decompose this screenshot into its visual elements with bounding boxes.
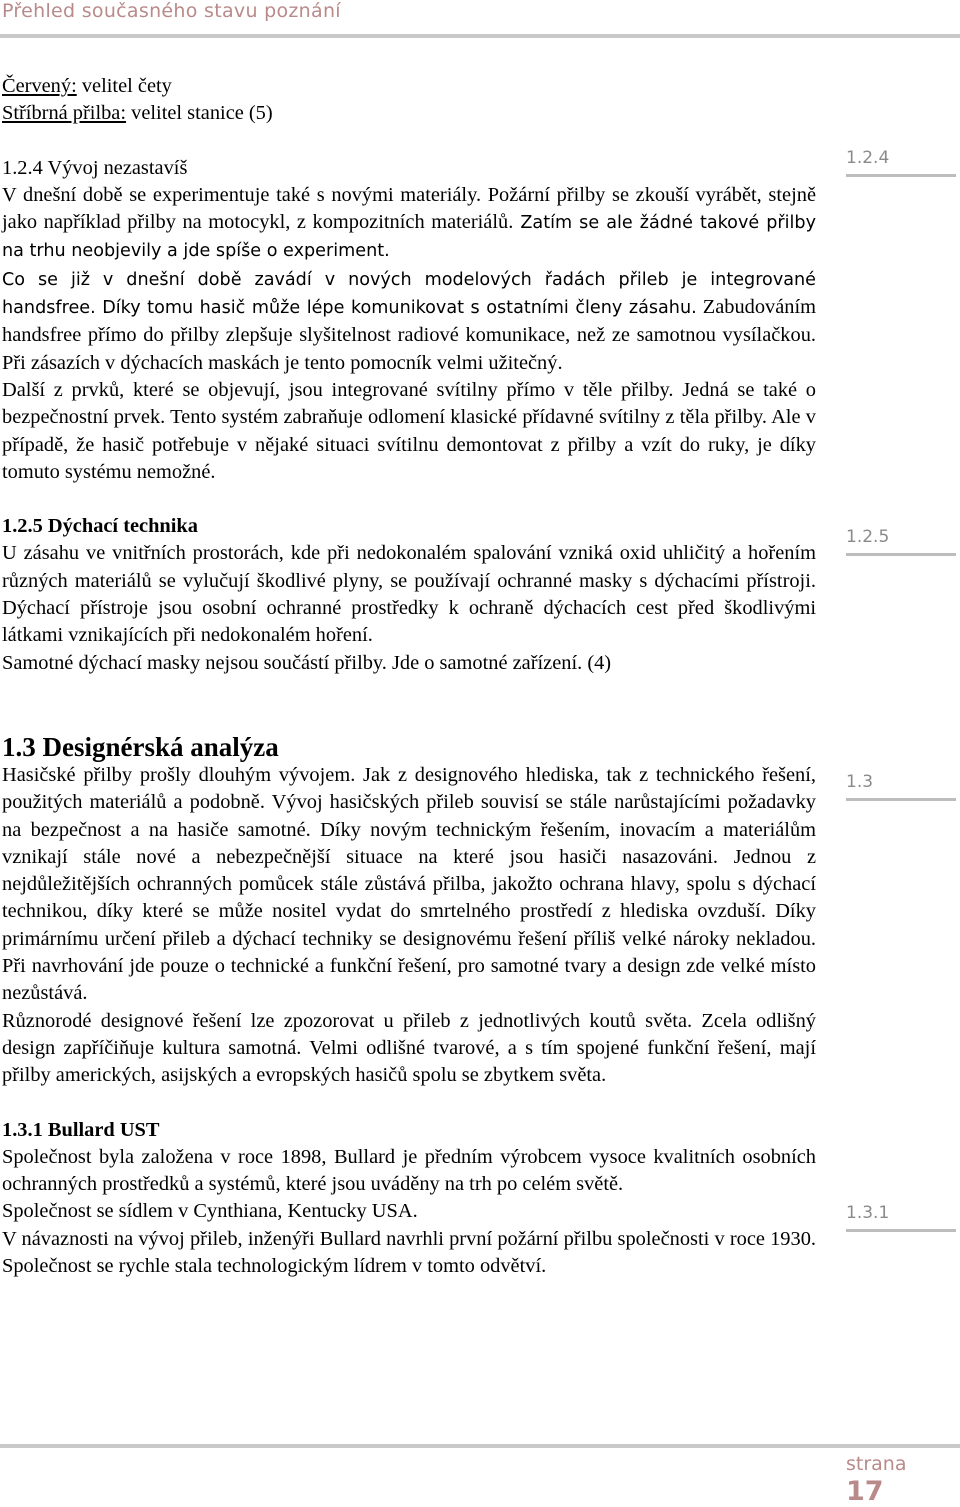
intro-label-silver: Stříbrná přilba:: [2, 102, 127, 125]
section-1-3-paragraph-1: Hasičské přilby prošly dlouhým vývojem. Jak z designového hlediska, tak z technického řešení, použitých materiálů a podobně. Vývoj hasičských přileb souvisí se stále narůstajícími požadavky na bezpečnost a na hasiče samotné. Díky novým technickým řešením, inovacím a materiálům vznikají stále nové a nebezpečnější situace na které jsou hasiči nasazováni. Jednou z nejdůležitějších ochranných pomůcek stále zůstává přilba, jakožto ochrana hlavy, spolu s dýchací technikou, díky které se může nositel vydat do smrtelného prostředí z hlediska ovzduší. Díky primárnímu určení přileb a dýchací techniky se designovému řešení příliš velké nároky nekladou. Při navrhování jde pouze o technické a funkční řešení, pro samotné tvary a design zde velké místo nezůstává.: [2, 763, 816, 1005]
paragraph-text-sans: Zatím se ale žádné takové přilby na trhu neobjevily a jde spíše o experiment.: [2, 213, 816, 262]
margin-marker-1-2-5: 1.2.5: [846, 527, 890, 547]
paragraph-text: V dnešní době se experimentuje také s novými materiály. Požární přilby se zkouší vyrábět, stejně jako například přilby na motocykl, z kompozitních materiálů.: [2, 183, 816, 234]
intro-label-red: Červený:: [2, 75, 77, 97]
section-1-2-4-paragraph-3: Další z prvků, které se objevují, jsou integrované svítilny přímo v těle přilby. Jedná se také o bezpečnostní prvek. Tento systém zabraňuje odlomení klasické přídavné svítilny z těla přilby. Ale v případě, že hasič potřebuje v nějaké situaci svítilnu demontovat z přilby a vzít do ruky, je díky tomuto systému nemožné.: [2, 378, 816, 483]
margin-rule: [846, 798, 956, 801]
margin-rule: [846, 1229, 956, 1232]
section-heading-1-3: 1.3 Designérská analýza: [2, 731, 279, 762]
header-divider: [0, 34, 960, 38]
section-heading-1-2-5: 1.2.5 Dýchací technika: [2, 515, 198, 538]
footer-divider: [0, 1444, 960, 1448]
margin-marker-1-3: 1.3: [846, 772, 874, 792]
intro-line-1: [2, 73, 816, 100]
intro-text-silver: velitel stanice (5): [126, 102, 273, 125]
section-1-3-1-paragraph-2: Společnost se sídlem v Cynthiana, Kentucky USA.: [2, 1200, 418, 1223]
paragraph-text: Zabudováním handsfree přímo do přilby zlepšuje slyšitelnost radiové komunikace, než ze samotnou vysílačkou. Při zásazích v dýchacích maskách je tento pomocník velmi užitečný.: [2, 296, 816, 374]
section-heading-1-2-4: 1.2.4 Vývoj nezastavíš: [2, 156, 188, 179]
section-1-2-5-paragraph-1: U zásahu ve vnitřních prostorách, kde při nedokonalém spalování vzniká oxid uhličitý a hořením různých materiálů se vylučují škodlivé plyny, se používají ochranné masky s dýchacími přístroji. Dýchací přístroje jsou osobní ochranné prostředky k ochraně dýchacích cest před škodlivými látkami vznikajících při nedokonalém hoření.: [2, 542, 816, 647]
intro-text-red: velitel čety: [76, 75, 172, 97]
spacer: [2, 1090, 816, 1117]
section-1-2-4-paragraph-1: [2, 182, 816, 266]
section-1-2-4-paragraph-2: [2, 266, 816, 377]
margin-rule: [846, 553, 956, 556]
margin-marker-1-2-4: 1.2.4: [846, 148, 890, 168]
margin-rule: [846, 174, 956, 177]
section-1-3-paragraph-2: Různorodé designové řešení lze zpozorovat u přileb z jednotlivých koutů světa. Zcela odlišný design zapříčiňuje kultura samotná. Velmi odlišné tvarové, a s tím spojené funkční řešení, mají přilby amerických, asijských a evropských hasičů spolu se zbytkem světa.: [2, 1009, 816, 1087]
section-1-2-5-paragraph-2: Samotné dýchací masky nejsou součástí přilby. Jde o samotné zařízení. (4): [2, 651, 612, 674]
page-body: [2, 73, 816, 1280]
section-heading-1-3-1: 1.3.1 Bullard UST: [2, 1118, 160, 1141]
margin-marker-1-3-1: 1.3.1: [846, 1203, 890, 1223]
paragraph-text-sans: Co se již v dnešní době zavádí v nových modelových řadách přileb je integrované handsfree. Díky tomu hasič může lépe komunikovat s ostatními členy zásahu.: [2, 269, 816, 319]
intro-line-2: [2, 100, 816, 127]
spacer: [2, 677, 816, 732]
spacer: [2, 128, 816, 155]
page-label: strana: [846, 1453, 907, 1475]
section-1-3-1-paragraph-3: V návaznosti na vývoj přileb, inženýři Bullard navrhli první požární přilbu společnosti v roce 1930. Společnost se rychle stala technologickým lídrem v tomto odvětví.: [2, 1227, 816, 1277]
spacer: [2, 486, 816, 513]
page-number: 17: [846, 1476, 884, 1507]
running-header-title: Přehled současného stavu poznání: [2, 0, 341, 22]
section-1-3-1-paragraph-1: Společnost byla založena v roce 1898, Bullard je předním výrobcem vysoce kvalitních osobních ochranných prostředků a systémů, které jsou uváděny na trh po celém světě.: [2, 1145, 816, 1196]
